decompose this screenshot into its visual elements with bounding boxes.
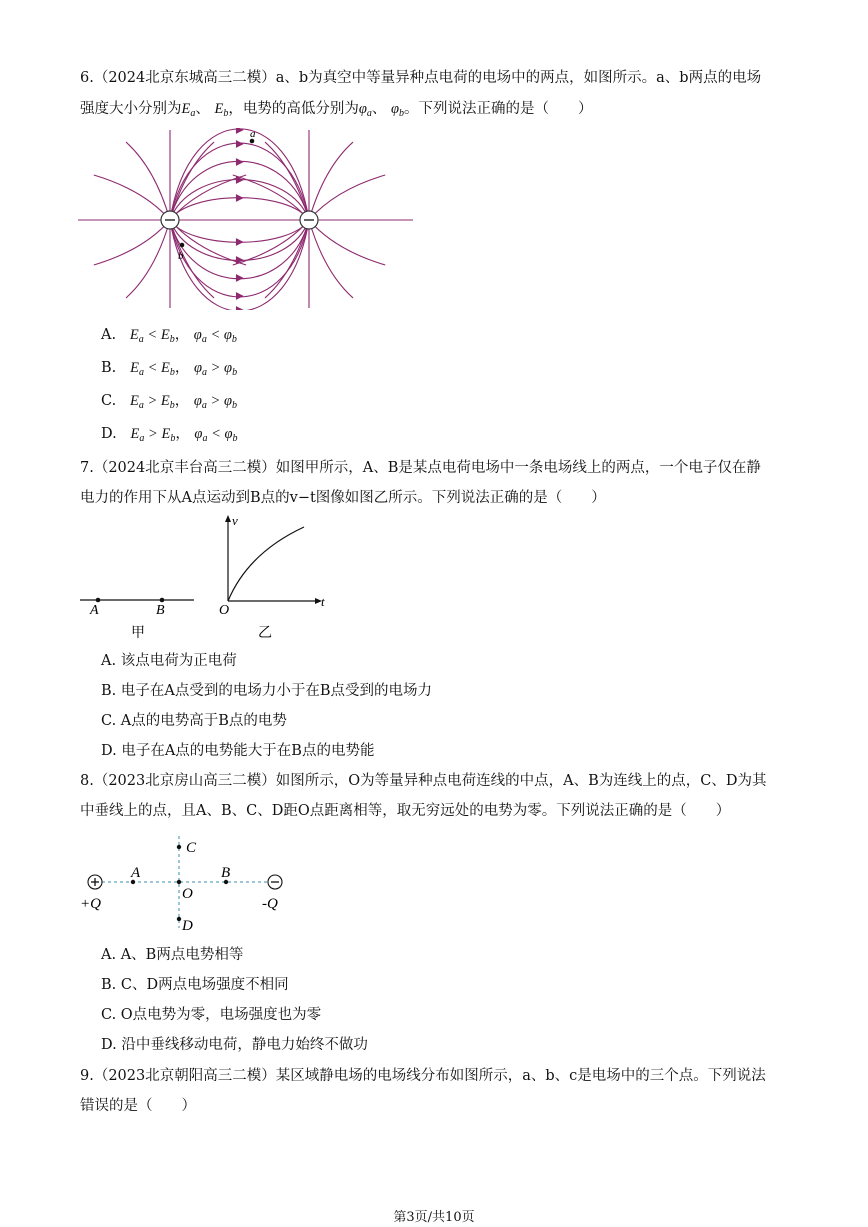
q6-stem-part-b: ，电势的高低分别为	[228, 101, 359, 117]
q6-stem-part-a: 强度大小分别为	[80, 101, 182, 117]
field-line	[94, 175, 170, 220]
point-D	[177, 917, 181, 921]
field-arrow	[237, 275, 243, 281]
q9-stem-line1: 9.（2023北京朝阳高三二模）某区域静电场的电场线分布如图所示，a、b、c是电场中的三个点。下列说法	[80, 1068, 766, 1084]
q7-option-d[interactable]: D. 电子在A点的电势能大于在B点的电势能	[101, 743, 375, 759]
q7-stem-line1: 7.（2024北京丰台高三二模）如图甲所示，A、B是某点电荷电场中一条电场线上的两点，一个电子仅在静	[80, 460, 761, 476]
left-charge	[161, 211, 179, 229]
label-O: O	[182, 886, 193, 902]
field-arrow	[237, 195, 243, 201]
field-line	[126, 142, 170, 220]
q7-stem-line2: 电力的作用下从A点运动到B点的v−t图像如图乙所示。下列说法正确的是（ ）	[80, 490, 606, 506]
q6-option-a[interactable]: A. $E_a < E_b$， $\varphi_a < \varphi_b$	[101, 327, 237, 345]
q8-stem-line1: 8.（2023北京房山高三二模）如图所示，O为等量异种点电荷连线的中点，A、B为连线上的点，C、D为其	[80, 773, 767, 789]
v-t-curve	[228, 527, 304, 601]
label-C: C	[186, 840, 197, 856]
label-minus-Q: -Q	[262, 896, 278, 912]
point-b	[180, 243, 185, 248]
label-t: t	[321, 594, 325, 609]
field-line	[309, 220, 385, 265]
q7-option-a[interactable]: A. 该点电荷为正电荷	[101, 653, 237, 669]
field-arrow	[237, 293, 243, 299]
point-O	[177, 880, 181, 884]
q6-option-c[interactable]: C. $E_a > E_b$， $\varphi_a > \varphi_b$	[101, 393, 237, 411]
q6-option-d[interactable]: D. $E_a > E_b$， $\varphi_a < \varphi_b$	[101, 426, 238, 444]
q6-field-diagram	[78, 128, 413, 310]
q8-option-c[interactable]: C. O点电势为零，电场强度也为零	[101, 1007, 322, 1023]
field-line	[94, 220, 170, 265]
label-O: O	[219, 603, 230, 618]
q6-stem-line1: 6.（2024北京东城高三二模）a、b为真空中等量异种点电荷的电场中的两点，如图所示。a、b两点的电场	[80, 70, 762, 86]
field-line	[309, 175, 385, 220]
label-A: A	[131, 865, 141, 881]
label-b: b	[178, 250, 184, 262]
label-jia: 甲	[131, 626, 145, 641]
label-D: D	[182, 918, 193, 934]
field-arrow	[237, 307, 243, 310]
field-arrow	[237, 141, 243, 147]
q7-figure	[78, 513, 338, 643]
label-a: a	[250, 128, 256, 140]
q8-figure	[78, 830, 298, 938]
label-B: B	[221, 865, 231, 881]
q8-option-a[interactable]: A. A、B两点电势相等	[101, 947, 244, 963]
q8-option-b[interactable]: B. C、D两点电场强度不相同	[101, 977, 289, 993]
q6-option-b[interactable]: B. $E_a < E_b$， $\varphi_a > \varphi_b$	[101, 360, 238, 378]
label-yi: 乙	[258, 626, 272, 641]
q7-option-b[interactable]: B. 电子在A点受到的电场力小于在B点受到的电场力	[101, 683, 432, 699]
field-line	[309, 220, 353, 298]
point-B	[160, 598, 165, 603]
page-footer: 第3页/共10页	[393, 1210, 475, 1225]
field-arrow	[237, 159, 243, 165]
right-charge	[300, 211, 318, 229]
field-line	[126, 220, 170, 298]
field-arrow	[237, 239, 243, 245]
q7-option-c[interactable]: C. A点的电势高于B点的电势	[101, 713, 287, 729]
label-B: B	[156, 603, 165, 618]
q6-stem-line2: 强度大小分别为$E_a$、 $E_b$，电势的高低分别为$\varphi_a$、 $\varphi_b$。下列说法正确的是（ ）	[80, 101, 593, 119]
label-plus-Q: +Q	[80, 896, 101, 912]
label-A: A	[90, 603, 99, 618]
field-line	[309, 142, 353, 220]
q8-option-d[interactable]: D. 沿中垂线移动电荷，静电力始终不做功	[101, 1037, 368, 1053]
point-C	[177, 845, 181, 849]
label-v: v	[232, 513, 238, 528]
q9-stem-line2: 错误的是（ ）	[80, 1098, 196, 1114]
q6-stem-part-c: 。下列说法正确的是（ ）	[404, 101, 593, 117]
q8-stem-line2: 中垂线上的点，且A、B、C、D距O点距离相等，取无穷远处的电势为零。下列说法正确的是（ ）	[80, 803, 731, 819]
point-A	[96, 598, 101, 603]
